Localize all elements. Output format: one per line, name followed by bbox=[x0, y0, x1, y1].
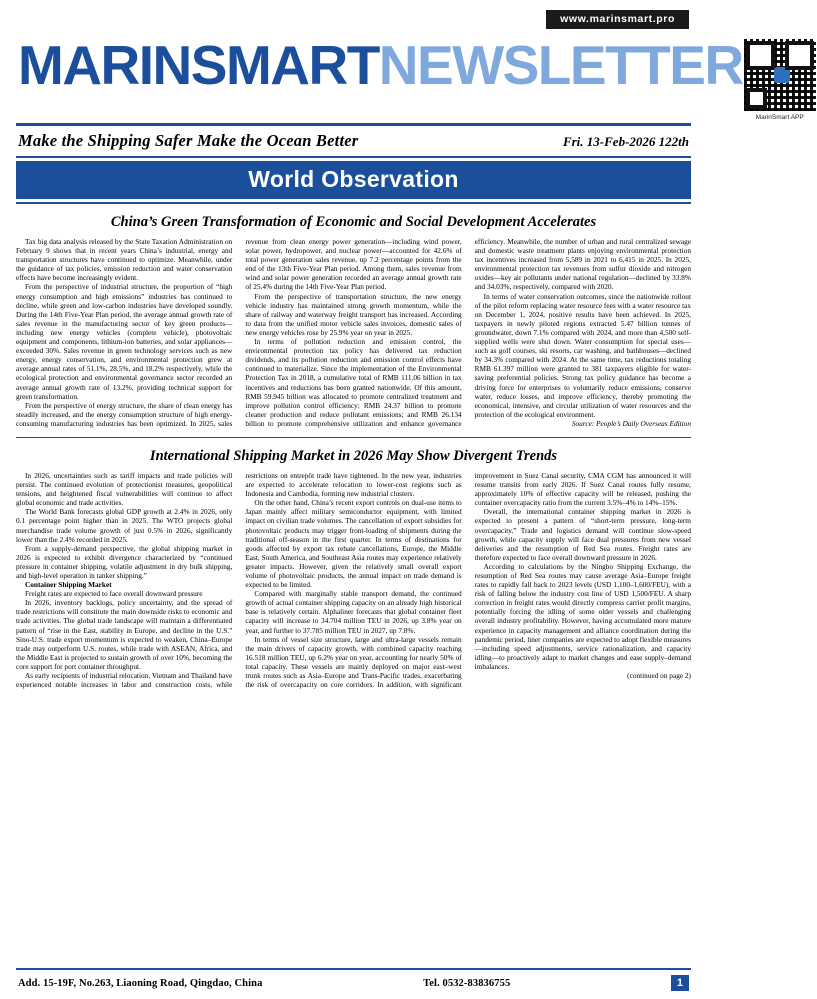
nameplate bbox=[16, 36, 743, 94]
paragraph: In 2026, inventory backlogs, policy uncertainty, and the spread of trade restrictions will constitute the main downside risks to economic and trade activities. The global trade landscape will maintain a differentiated pattern of “rise in the East, stability in Europe, and decline in the U.S.” Sino-U.S. trade export momentum is expected to weaken, China–Europe trade may outperform U.S. routes, while trade with ASEAN, Africa, and the Middle East is projected to sustain growth of over 10%, becoming the core support for port container throughput. bbox=[16, 598, 233, 671]
article-shipping-market-2026 bbox=[16, 445, 691, 689]
continued-note: (continued on page 2) bbox=[627, 671, 691, 681]
qr-code-icon[interactable] bbox=[743, 38, 817, 112]
paragraph: Tax big data analysis released by the State Taxation Administration on February 9 shows that in recent years China’s industrial, energy and transportation structures have continued to optimize. Meanwhile, under the guidance of tax policies, emission reduction and water conservation effects have become increasingly evident. bbox=[16, 237, 233, 283]
slogan-row bbox=[16, 126, 691, 156]
paragraph: In terms of vessel size structure, large and ultra-large vessels remain the main drivers of capacity growth, with combined capacity reaching 16.518 million TEU, up 6.2% year on year, accounting for nearly 50% of total capacity. These vessels are mainly deployed on major east–west trunk routes such as Asia–Europe and Trans-Pacific trades, exacerbating the risk of overcapacity on core corridors. In addition, with significant improvement in Suez Canal security, CMA CGM has announced it will resume transits from early 2026. If Suez Canal routes fully resume, approximately 10% of effective capacity will be released, pushing the container overcapacity ratio from the current 3.5%–4% to 14%–15%. bbox=[245, 470, 691, 690]
article-divider bbox=[16, 437, 691, 438]
paragraph: The World Bank forecasts global GDP growth at 2.4% in 2026, only 0.1 percentage point higher than in 2025. The WTO projects global merchandise trade volume growth of just 0.5% in 2026, significantly lower than the 2.4% recorded in 2025. bbox=[16, 507, 233, 544]
article1-headline: China’s Green Transformation of Economic and Social Development Accelerates bbox=[110, 214, 597, 230]
paragraph: Freight rates are expected to face overall downward pressure bbox=[25, 589, 203, 599]
issue-date: Fri. 13-Feb-2026 122th bbox=[562, 134, 689, 149]
slogan-text: Make the Shipping Safer Make the Ocean Better bbox=[18, 131, 359, 150]
article1-source: Source: People’s Daily Overseas Edition bbox=[571, 418, 691, 428]
paragraph: From a supply-demand perspective, the global shipping market in 2026 is expected to exhibit divergence characterized by “continued pressure in container shipping, volatile adjustment in dry bulk shipping, and high-level operation in tanker shipping.” bbox=[16, 543, 233, 580]
paragraph: From the perspective of transportation structure, the new energy vehicle industry has maintained strong growth momentum, while the share of railway and waterway freight transport has increased. According to data from the unified motor vehicle sales invoices, domestic sales of new energy vehicles rose by 25.9% year on year in 2025. bbox=[245, 291, 462, 337]
footer-address: Add. 15-19F, No.263, Liaoning Road, Qingdao, China bbox=[18, 977, 263, 989]
footer-tel: Tel. 0532-83836755 bbox=[423, 977, 511, 989]
brand-name-secondary: NEWSLETTER bbox=[378, 34, 743, 96]
slogan-divider bbox=[16, 156, 691, 158]
paragraph: Compared with marginally stable transport demand, the continued growth of actual container shipping capacity on an already high historical base is relatively certain. Alphaliner forecasts that global container fleet capacity will increase to 34.704 million TEU in 2026, up 3.8% year on year, and further to 37.785 million TEU in 2027, up 7.8%. bbox=[245, 589, 462, 635]
paragraph: As early recipients of industrial relocation, Vietnam and Thailand have experienced notable increases in labor and construction costs, while restrictions on entrepôt trade have tightened. In the new year, industries are expected to accelerate relocation to lower-cost regions such as Indonesia and Cambodia, forming new industrial clusters. bbox=[16, 470, 462, 690]
page-number: 1 bbox=[671, 975, 689, 991]
paragraph: In 2026, uncertainties such as tariff impacts and trade policies will persist. The continued evolution of protectionist measures, geopolitical tensions, and heightened fiscal vulnerabilities will continue to affect global economic and trade activities. bbox=[16, 470, 233, 508]
article2-subhead: Container Shipping Market bbox=[25, 580, 112, 590]
paragraph: From the perspective of industrial structure, the proportion of “high energy consumption and high emissions” industries has continued to decline, while green and low-carbon industries have developed soundly. During the 14th Five-Year Plan period, the average annual growth rate of sales revenue in the manufacturing sector of key green products—including new energy vehicles (complete vehicle), photovoltaic equipment and components, lithium-ion batteries, and solar appliances—exceeded 30%. Sales revenue in green technology services such as new energy, energy conservation, and environmental protection grew at average annual rates of 51.1%, 28.5%, and 18.2% respectively, while the ecological protection and environmental governance sector recorded an average annual growth rate of 13.2%, providing technical support for green transformation. bbox=[16, 282, 233, 401]
page-footer bbox=[16, 968, 691, 991]
article-china-green-transformation bbox=[16, 211, 691, 428]
qr-block bbox=[743, 36, 817, 121]
article2-body bbox=[16, 471, 691, 689]
website-url[interactable]: www.marinsmart.pro bbox=[546, 10, 689, 29]
section-banner: World Observation bbox=[16, 161, 691, 199]
banner-divider bbox=[16, 202, 691, 204]
paragraph: From the perspective of energy structure, the share of clean energy has steadily increased, and the energy consumption structure of high energy-consuming manufacturing industries has been optimized. In 2025, sales revenue from clean energy power generation—including wind power, solar power, hydropower, and nuclear power—accounted for 42.6% of total power generation sales revenue, up 7.2 percentage points from the end of the 13th Five-Year Plan period. Among them, sales revenue from wind and solar power generation recorded an average annual growth rate of 25.4% during the 14th Five-Year Plan period. bbox=[16, 237, 462, 428]
article1-body bbox=[16, 237, 691, 428]
paragraph: Overall, the international container shipping market in 2026 is expected to present a pattern of “short-term pressure, long-term overcapacity.” Trade and logistics demand will continue slow-speed growth, while capacity supply will face dual pressures from new vessel deliveries and the resumption of Red Sea routes. Freight rates are therefore expected to face overall downward pressure in 2026. bbox=[474, 507, 691, 562]
masthead bbox=[16, 34, 804, 121]
paragraph: According to calculations by the Ningbo Shipping Exchange, the resumption of Red Sea routes may cause average Asia–Europe freight rates to rapidly fall back to 2023 levels (USD 1,100–1,600/FEU), with a risk of falling below the industry cost line of USD 1,500/FEU. A sharp correction in freight rates would directly compress carrier profit margins, potentially forcing the idling of some older vessels and challenging overall industry profitability. However, having accumulated more mature experience in capacity management and alliance coordination during the pandemic period, liner companies are expected to adopt flexible measures—including speed adjustments, service rationalization, and capacity idling—to proactively adapt to market changes and ease supply–demand imbalances. bbox=[474, 561, 691, 671]
paragraph: In terms of water conservation outcomes, since the nationwide rollout of the pilot reform replacing water resource fees with a water resource tax on December 1, 2024, positive results have been achieved. In 2025, taxpayers in newly piloted regions extracted 5.47 billion tonnes of groundwater, down 7.1% compared with 2024, and more than 4,500 self-supplied wells were shut down. Water consumption for special uses—such as golf courses, ski resorts, car washing, and bathhouses—declined by 34.3% compared with 2024. At the same time, tax reductions totaling RMB 61.397 million were granted to 381 taxpayers eligible for water-saving preferential policies. Strong tax policy guidance has become a driving force for enterprises to voluntarily reduce emissions, conserve water, reduce losses, and improve efficiency, thereby promoting the economical, intensive, and circular utilization of water resources and the protection of the ecological environment. bbox=[474, 291, 691, 419]
paragraph: In terms of pollution reduction and emission control, the environmental protection tax policy has delivered tax reduction dividends, and its pollution reduction and emission control effects have continued to materialize. Since the implementation of the Environmental Protection Tax in 2018, a cumulative total of RMB 111.06 billion in tax incentives and reductions has been granted nationwide. Of this amount, RMB 59.945 billion was allocated to promote centralized treatment and improve pollution control efficiency; RMB 24.37 billion to promote cleaner production and reduce pollutant emissions; and RMB 26.134 billion to promote comprehensive utilization and enhance governance efficiency. Meanwhile, the number of urban and rural centralized sewage and domestic waste treatment plants enjoying environmental protection tax incentives increased from 5,589 in 2021 to 6,415 in 2025. In 2025, environmental protection tax revenues from sulfur dioxide and nitrogen oxides—key air pollutants under national regulation—declined by 33.8% and 34.03%, respectively, compared with 2020. bbox=[245, 237, 691, 428]
brand-name-primary: MARINSMART bbox=[18, 34, 379, 96]
qr-caption: MarinSmart APP bbox=[755, 114, 804, 121]
article2-headline: International Shipping Market in 2026 May Show Divergent Trends bbox=[149, 447, 558, 464]
paragraph: On the other hand, China’s recent export controls on dual-use items to Japan mainly affect military semiconductor equipment, with limited impact on civilian trade volumes. The cancellation of export subsidies for photovoltaic products may trigger front-loading of shipments during the traditional off-season in the first quarter. In terms of destinations for goods affected by export tax rebate cancellations, Europe, the Middle East, South America, and Southeast Asia routes may experience relatively greater impacts. However, given the relatively small overall export volume of photovoltaic products, the annual impact on trade demand is expected to be limited. bbox=[245, 498, 462, 590]
topbar bbox=[16, 10, 691, 30]
